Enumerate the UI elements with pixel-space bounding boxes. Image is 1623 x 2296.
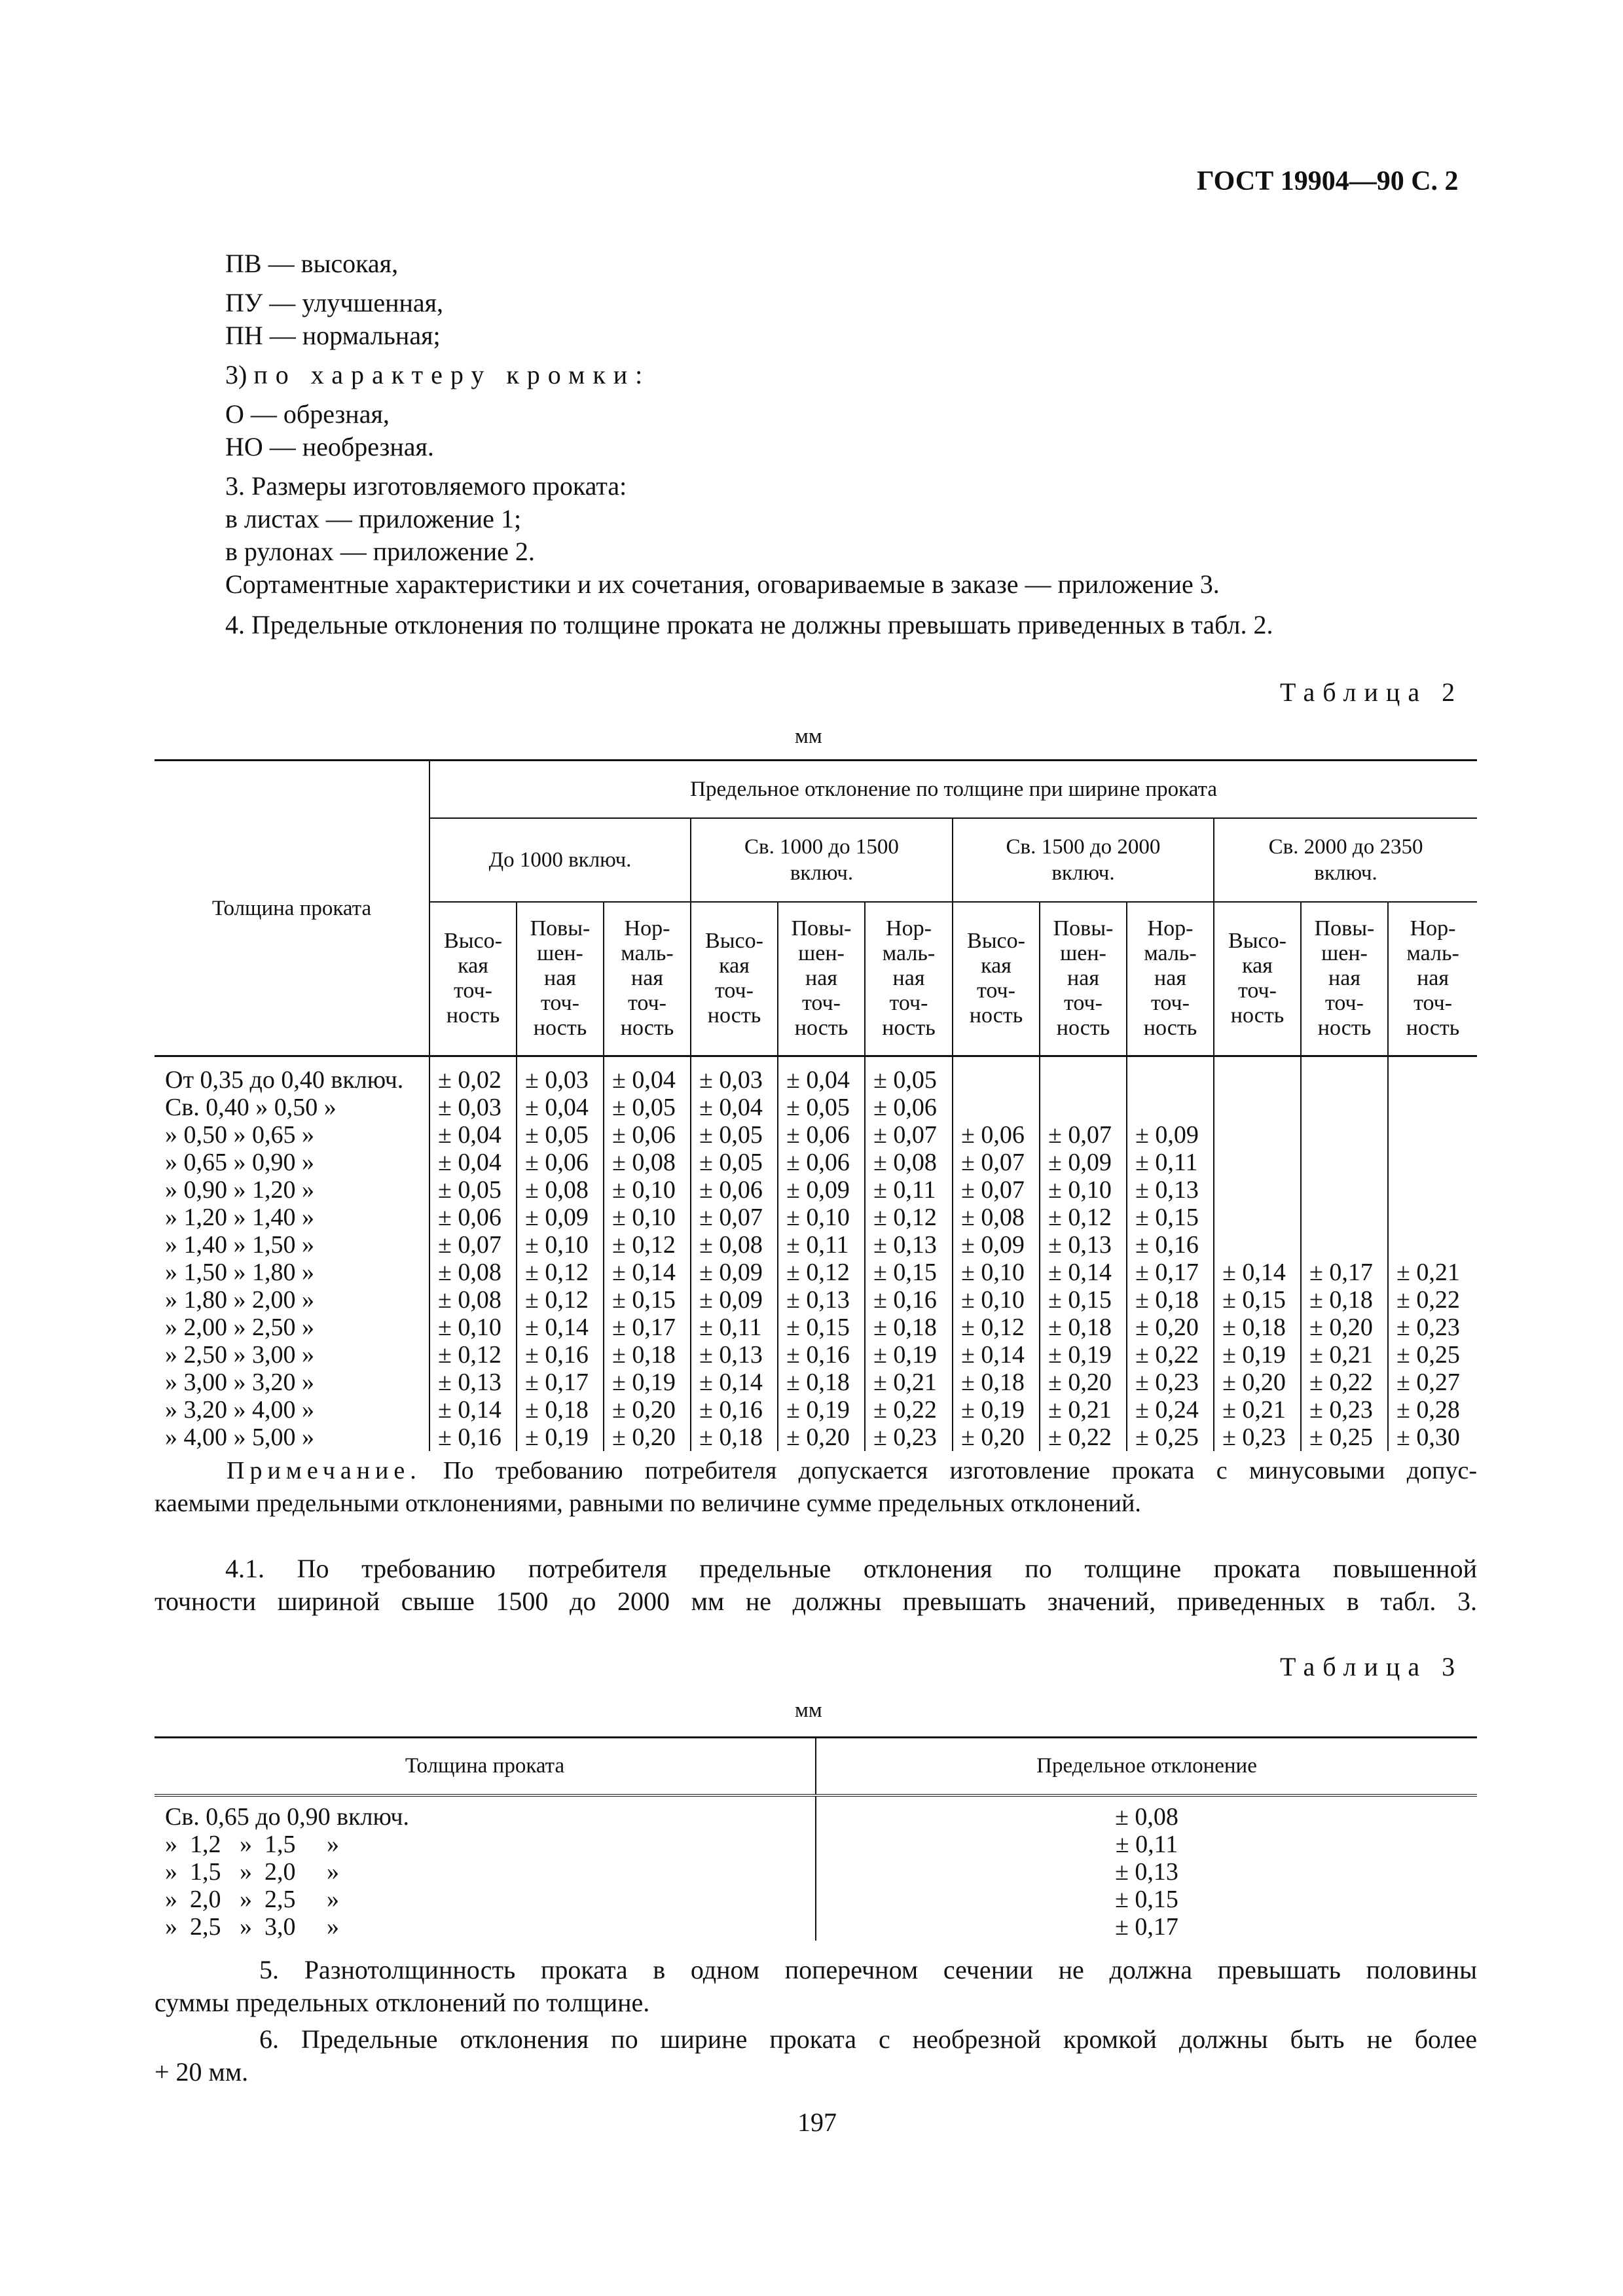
table-cell: ± 0,15: [1127, 1204, 1214, 1231]
table-cell: ± 0,13: [865, 1231, 953, 1259]
table-cell: ± 0,20: [1301, 1314, 1388, 1341]
row-label: » 2,50 » 3,00 »: [165, 1341, 314, 1369]
table-cell: [1214, 1149, 1301, 1176]
table-cell: [1388, 1204, 1477, 1231]
accuracy-header: Высо- кая точ- ность: [691, 902, 778, 1056]
table-cell: ± 0,15: [1214, 1286, 1301, 1314]
table-cell: ± 0,17: [604, 1314, 691, 1341]
paragraph-line: в рулонах — приложение 2.: [225, 537, 535, 566]
row-label: » 3,20 » 4,00 »: [165, 1396, 314, 1424]
table-cell: [1388, 1149, 1477, 1176]
table-cell: ± 0,20: [1040, 1369, 1127, 1396]
table-cell: ± 0,10: [429, 1314, 517, 1341]
row-label: » 1,80 » 2,00 »: [165, 1286, 314, 1314]
row-label: » 0,65 » 0,90 »: [165, 1149, 314, 1176]
table-cell: ± 0,20: [778, 1424, 865, 1451]
t3-col1-header: Толщина проката: [405, 1754, 565, 1778]
table-cell: ± 0,18: [953, 1369, 1040, 1396]
table-cell: ± 0,03: [429, 1094, 517, 1121]
table-cell: ± 0,06: [604, 1121, 691, 1149]
table-cell: ± 0,18: [517, 1396, 604, 1424]
row-label: » 2,00 » 2,50 »: [165, 1314, 314, 1341]
table-cell: [1301, 1204, 1388, 1231]
row-label: » 1,40 » 1,50 »: [165, 1231, 314, 1259]
width-group-header: Св. 2000 до 2350 включ.: [1214, 818, 1477, 902]
table-cell: [1214, 1121, 1301, 1149]
table-cell: ± 0,10: [604, 1176, 691, 1204]
table-cell: ± 0,13: [691, 1341, 778, 1369]
table3-caption: Таблица 3: [1280, 1652, 1463, 1681]
table-row: [155, 1259, 1477, 1286]
table-cell: ± 0,16: [691, 1396, 778, 1424]
paragraph-line: 4.1. По требованию потребителя предельные отклонения по толщине проката повышенной: [225, 1554, 1477, 1583]
table-cell: ± 0,16: [429, 1424, 517, 1451]
paragraph-line: 3. Размеры изготовляемого проката:: [225, 471, 627, 501]
table-cell: ± 0,12: [517, 1259, 604, 1286]
table-row: [155, 1886, 1477, 1913]
table-row: [155, 1369, 1477, 1396]
table-cell: [1301, 1231, 1388, 1259]
table-cell: ± 0,13: [816, 1858, 1477, 1886]
table-cell: ± 0,04: [604, 1056, 691, 1094]
paragraph-5: 5. Разнотолщинность проката в одном поперечном сечении не должна превышать половины: [259, 1955, 1477, 1984]
table-cell: ± 0,06: [953, 1121, 1040, 1149]
accuracy-header: Нор- маль- ная точ- ность: [1127, 902, 1214, 1056]
table-cell: ± 0,23: [1388, 1314, 1477, 1341]
table-cell: ± 0,13: [778, 1286, 865, 1314]
table-cell: ± 0,07: [429, 1231, 517, 1259]
table-row: [155, 1149, 1477, 1176]
table2: [155, 759, 1477, 1451]
table-cell: ± 0,25: [1301, 1424, 1388, 1451]
accuracy-header: Повы- шен- ная точ- ность: [1301, 902, 1388, 1056]
table-cell: ± 0,25: [1388, 1341, 1477, 1369]
table-cell: ± 0,07: [953, 1176, 1040, 1204]
page-header: ГОСТ 19904—90 С. 2: [1197, 166, 1459, 196]
table-cell: ± 0,06: [778, 1149, 865, 1176]
table2-unit: мм: [795, 725, 822, 748]
table-cell: ± 0,05: [517, 1121, 604, 1149]
table-cell: ± 0,22: [1127, 1341, 1214, 1369]
table-cell: ± 0,15: [865, 1259, 953, 1286]
table3: [155, 1736, 1477, 1941]
table-cell: ± 0,12: [1040, 1204, 1127, 1231]
paragraph-line: Сортаментные характеристики и их сочетания, оговариваемые в заказе — приложение 3.: [225, 569, 1220, 599]
table-cell: ± 0,21: [865, 1369, 953, 1396]
accuracy-header: Повы- шен- ная точ- ность: [517, 902, 604, 1056]
t3-col2-header: Предельное отклонение: [816, 1738, 1477, 1795]
table-cell: ± 0,04: [517, 1094, 604, 1121]
table-cell: ± 0,06: [517, 1149, 604, 1176]
list-item: ПН — нормальная;: [225, 321, 441, 350]
table-cell: [1214, 1176, 1301, 1204]
table-cell: ± 0,18: [1040, 1314, 1127, 1341]
table-cell: ± 0,16: [778, 1341, 865, 1369]
row-label: » 3,00 » 3,20 »: [165, 1369, 314, 1396]
table-cell: ± 0,24: [1127, 1396, 1214, 1424]
table2-caption: Таблица 2: [1280, 677, 1463, 707]
table-cell: ± 0,05: [429, 1176, 517, 1204]
table-cell: [1301, 1149, 1388, 1176]
row-label: От 0,35 до 0,40 включ.: [165, 1066, 404, 1094]
row-label: » 2,5 » 3,0 »: [165, 1912, 339, 1941]
table-row: [155, 1795, 1477, 1831]
list-item: О — обрезная,: [225, 399, 390, 429]
table-cell: ± 0,25: [1127, 1424, 1214, 1451]
table-cell: ± 0,15: [604, 1286, 691, 1314]
table-cell: ± 0,04: [778, 1056, 865, 1094]
table-row: [155, 1314, 1477, 1341]
row-label: » 0,50 » 0,65 »: [165, 1121, 314, 1149]
edge-heading: 3) по характеру кромки:: [225, 360, 643, 389]
paragraph-4-1: [155, 1552, 1477, 1618]
paragraph-5-cont: суммы предельных отклонений по толщине.: [155, 1988, 650, 2017]
note-label: Примечание.: [227, 1457, 422, 1484]
table-cell: ± 0,11: [865, 1176, 953, 1204]
paragraph-4: 4. Предельные отклонения по толщине проката не должны превышать приведенных в табл. 2.: [225, 610, 1273, 639]
table-cell: ± 0,23: [865, 1424, 953, 1451]
table-cell: ± 0,21: [1040, 1396, 1127, 1424]
row-label: » 0,90 » 1,20 »: [165, 1176, 314, 1204]
row-label: Св. 0,40 » 0,50 »: [165, 1094, 337, 1121]
table-cell: ± 0,05: [778, 1094, 865, 1121]
table-cell: ± 0,14: [691, 1369, 778, 1396]
precision-list: [225, 247, 1273, 641]
table-cell: ± 0,06: [691, 1176, 778, 1204]
table-cell: ± 0,05: [691, 1149, 778, 1176]
table-cell: ± 0,05: [604, 1094, 691, 1121]
table-cell: [1388, 1056, 1477, 1094]
table-cell: ± 0,02: [429, 1056, 517, 1094]
table-cell: ± 0,22: [865, 1396, 953, 1424]
table-cell: ± 0,07: [1040, 1121, 1127, 1149]
accuracy-header: Нор- маль- ная точ- ность: [604, 902, 691, 1056]
accuracy-header: Повы- шен- ная точ- ность: [778, 902, 865, 1056]
accuracy-header: Повы- шен- ная точ- ность: [1040, 902, 1127, 1056]
table-cell: ± 0,04: [691, 1094, 778, 1121]
table-cell: ± 0,04: [429, 1121, 517, 1149]
accuracy-header: Высо- кая точ- ность: [1214, 902, 1301, 1056]
table-cell: [1388, 1121, 1477, 1149]
table-cell: ± 0,12: [604, 1231, 691, 1259]
table-cell: ± 0,04: [429, 1149, 517, 1176]
list-item: ПУ — улучшенная,: [225, 288, 444, 317]
paragraph-line: точности шириной свыше 1500 до 2000 мм не должны превышать значений, приведенных в табл. 3.: [155, 1587, 1477, 1616]
table-cell: ± 0,12: [865, 1204, 953, 1231]
page-number: 197: [797, 2108, 837, 2137]
table-cell: ± 0,12: [429, 1341, 517, 1369]
table-row: [155, 1286, 1477, 1314]
table-cell: ± 0,11: [816, 1831, 1477, 1858]
width-group-header: Св. 1000 до 1500 включ.: [691, 818, 953, 902]
table-cell: ± 0,06: [429, 1204, 517, 1231]
table-cell: ± 0,08: [517, 1176, 604, 1204]
table-cell: ± 0,27: [1388, 1369, 1477, 1396]
table-cell: ± 0,30: [1388, 1424, 1477, 1451]
note-text: По требованию потребителя допускается изготовление проката с минусовыми допус-: [421, 1457, 1477, 1484]
table-cell: ± 0,13: [1127, 1176, 1214, 1204]
accuracy-header: Нор- маль- ная точ- ность: [865, 902, 953, 1056]
row-label: Св. 0,65 до 0,90 включ.: [165, 1803, 410, 1831]
table-cell: ± 0,14: [429, 1396, 517, 1424]
table-cell: ± 0,16: [517, 1341, 604, 1369]
table-row: [155, 1913, 1477, 1941]
table-row: [155, 1341, 1477, 1369]
table-cell: [1301, 1056, 1388, 1094]
table-cell: ± 0,18: [1127, 1286, 1214, 1314]
width-group-header: Св. 1500 до 2000 включ.: [953, 818, 1214, 902]
paragraph-line: в листах — приложение 1;: [225, 504, 522, 533]
table-cell: ± 0,08: [865, 1149, 953, 1176]
table-cell: ± 0,23: [1127, 1369, 1214, 1396]
table-cell: ± 0,12: [778, 1259, 865, 1286]
table-cell: [1301, 1176, 1388, 1204]
table-cell: ± 0,14: [1040, 1259, 1127, 1286]
table-cell: [1040, 1056, 1127, 1094]
table-cell: ± 0,21: [1388, 1259, 1477, 1286]
table-cell: ± 0,16: [865, 1286, 953, 1314]
table-row: [155, 1121, 1477, 1149]
table-row: [155, 1056, 1477, 1094]
row-label: » 1,50 » 1,80 »: [165, 1259, 314, 1286]
table-cell: ± 0,22: [1388, 1286, 1477, 1314]
table-cell: ± 0,10: [953, 1286, 1040, 1314]
table-cell: ± 0,08: [429, 1259, 517, 1286]
table-cell: ± 0,08: [604, 1149, 691, 1176]
table-cell: ± 0,08: [953, 1204, 1040, 1231]
table-cell: ± 0,19: [865, 1341, 953, 1369]
table-row: [155, 1396, 1477, 1424]
table-cell: ± 0,05: [865, 1056, 953, 1094]
table-cell: ± 0,09: [691, 1259, 778, 1286]
row-label: » 1,5 » 2,0 »: [165, 1857, 339, 1886]
table2-note: [155, 1454, 1477, 1520]
table3-unit: мм: [795, 1698, 822, 1722]
table-cell: ± 0,10: [778, 1204, 865, 1231]
table-cell: ± 0,11: [691, 1314, 778, 1341]
table-cell: [1127, 1094, 1214, 1121]
table-cell: [1214, 1056, 1301, 1094]
table-cell: [953, 1094, 1040, 1121]
table-row: [155, 1424, 1477, 1451]
table-row: [155, 1858, 1477, 1886]
table-cell: ± 0,19: [604, 1369, 691, 1396]
table-cell: ± 0,10: [604, 1204, 691, 1231]
table-cell: [1388, 1231, 1477, 1259]
table-row: [155, 1176, 1477, 1204]
table-cell: ± 0,20: [1127, 1314, 1214, 1341]
table-cell: ± 0,09: [953, 1231, 1040, 1259]
table-cell: ± 0,07: [691, 1204, 778, 1231]
table-cell: ± 0,12: [953, 1314, 1040, 1341]
table-cell: ± 0,28: [1388, 1396, 1477, 1424]
table-cell: [1388, 1176, 1477, 1204]
width-group-header: До 1000 включ.: [429, 818, 691, 902]
table-row: [155, 1094, 1477, 1121]
table-cell: ± 0,06: [778, 1121, 865, 1149]
accuracy-header: Высо- кая точ- ность: [429, 902, 517, 1056]
table-cell: [1214, 1094, 1301, 1121]
table-cell: ± 0,12: [517, 1286, 604, 1314]
table-cell: ± 0,20: [604, 1396, 691, 1424]
table-cell: [1127, 1056, 1214, 1094]
table-row: [155, 1204, 1477, 1231]
accuracy-header: Нор- маль- ная точ- ность: [1388, 902, 1477, 1056]
table-cell: ± 0,09: [691, 1286, 778, 1314]
table-cell: ± 0,07: [953, 1149, 1040, 1176]
table-cell: ± 0,16: [1127, 1231, 1214, 1259]
row-label: » 1,2 » 1,5 »: [165, 1830, 339, 1858]
table-cell: ± 0,08: [691, 1231, 778, 1259]
table-cell: ± 0,10: [1040, 1176, 1127, 1204]
table-cell: ± 0,09: [1127, 1121, 1214, 1149]
table-cell: ± 0,23: [1301, 1396, 1388, 1424]
table-cell: ± 0,11: [1127, 1149, 1214, 1176]
paragraph-6: 6. Предельные отклонения по ширине проката с необрезной кромкой должны быть не более: [259, 2024, 1477, 2054]
stub-header: Толщина проката: [155, 761, 429, 1056]
table-cell: ± 0,09: [517, 1204, 604, 1231]
table-cell: ± 0,18: [865, 1314, 953, 1341]
table-cell: [1040, 1094, 1127, 1121]
table-cell: ± 0,19: [1040, 1341, 1127, 1369]
table-cell: [1301, 1121, 1388, 1149]
table-cell: ± 0,17: [816, 1913, 1477, 1941]
row-label: » 2,0 » 2,5 »: [165, 1885, 339, 1913]
table-row: [155, 1831, 1477, 1858]
paragraphs-5-6: [155, 1954, 1477, 2089]
table-cell: ± 0,22: [1040, 1424, 1127, 1451]
paragraph-6-cont: + 20 мм.: [155, 2057, 249, 2087]
table-cell: ± 0,03: [517, 1056, 604, 1094]
list-item: ПВ — высокая,: [225, 249, 399, 278]
table-cell: ± 0,18: [1214, 1314, 1301, 1341]
table-cell: ± 0,13: [429, 1369, 517, 1396]
table-cell: ± 0,18: [691, 1424, 778, 1451]
table-cell: ± 0,15: [778, 1314, 865, 1341]
table-cell: ± 0,20: [1214, 1369, 1301, 1396]
table-cell: ± 0,13: [1040, 1231, 1127, 1259]
table-cell: ± 0,18: [604, 1341, 691, 1369]
table-cell: [1214, 1204, 1301, 1231]
row-label: » 4,00 » 5,00 »: [165, 1424, 314, 1451]
table-cell: ± 0,19: [517, 1424, 604, 1451]
table-cell: ± 0,19: [778, 1396, 865, 1424]
table-cell: ± 0,18: [1301, 1286, 1388, 1314]
table-cell: ± 0,20: [953, 1424, 1040, 1451]
table-cell: [1214, 1231, 1301, 1259]
table-cell: ± 0,10: [953, 1259, 1040, 1286]
row-label: » 1,20 » 1,40 »: [165, 1204, 314, 1231]
table-cell: ± 0,17: [1127, 1259, 1214, 1286]
table-cell: ± 0,07: [865, 1121, 953, 1149]
table-cell: [953, 1056, 1040, 1094]
table-cell: ± 0,21: [1301, 1341, 1388, 1369]
table-cell: ± 0,08: [816, 1795, 1477, 1831]
list-item: НО — необрезная.: [225, 432, 434, 461]
table-cell: ± 0,23: [1214, 1424, 1301, 1451]
table-cell: ± 0,14: [604, 1259, 691, 1286]
table-cell: ± 0,22: [1301, 1369, 1388, 1396]
table-cell: ± 0,03: [691, 1056, 778, 1094]
table-cell: ± 0,17: [1301, 1259, 1388, 1286]
table-cell: ± 0,20: [604, 1424, 691, 1451]
top-header: Предельное отклонение по толщине при ширине проката: [429, 761, 1477, 818]
table-cell: ± 0,15: [1040, 1286, 1127, 1314]
table-cell: ± 0,09: [778, 1176, 865, 1204]
table-cell: [1388, 1094, 1477, 1121]
table-cell: ± 0,09: [1040, 1149, 1127, 1176]
table-cell: ± 0,08: [429, 1286, 517, 1314]
table-row: [155, 1231, 1477, 1259]
table-cell: [1301, 1094, 1388, 1121]
note-text-cont: каемыми предельными отклонениями, равными по величине сумме предельных отклонений.: [155, 1490, 1141, 1517]
table-cell: ± 0,10: [517, 1231, 604, 1259]
table-cell: ± 0,18: [778, 1369, 865, 1396]
table-cell: ± 0,05: [691, 1121, 778, 1149]
table-cell: ± 0,17: [517, 1369, 604, 1396]
table-cell: ± 0,11: [778, 1231, 865, 1259]
table-cell: ± 0,14: [517, 1314, 604, 1341]
table-cell: ± 0,19: [953, 1396, 1040, 1424]
accuracy-header: Высо- кая точ- ность: [953, 902, 1040, 1056]
table-cell: ± 0,15: [816, 1886, 1477, 1913]
table-cell: ± 0,14: [1214, 1259, 1301, 1286]
table-cell: ± 0,21: [1214, 1396, 1301, 1424]
table-cell: ± 0,14: [953, 1341, 1040, 1369]
table-cell: ± 0,06: [865, 1094, 953, 1121]
table-cell: ± 0,19: [1214, 1341, 1301, 1369]
